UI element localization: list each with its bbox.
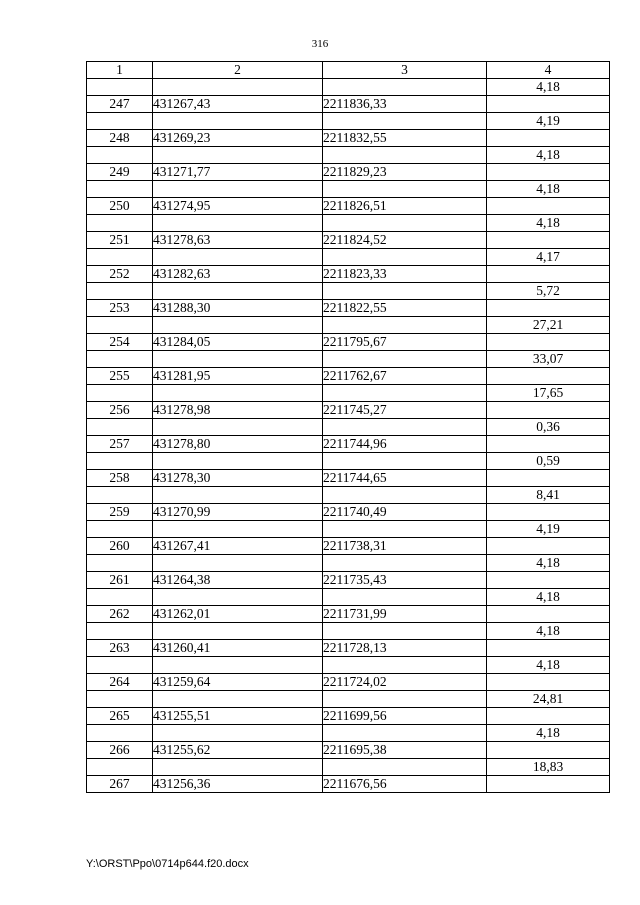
point-row	[87, 130, 610, 147]
distance-row	[87, 215, 610, 232]
y-coordinate-cell: 2211822,55	[323, 300, 487, 317]
distance-row	[87, 521, 610, 538]
point-number-cell: 247	[87, 96, 153, 113]
point-number-cell: 257	[87, 436, 153, 453]
point-row	[87, 232, 610, 249]
distance-row	[87, 317, 610, 334]
x-coordinate-cell: 431284,05	[153, 334, 323, 351]
point-row	[87, 198, 610, 215]
distance-row	[87, 147, 610, 164]
x-coordinate-cell: 431256,36	[153, 776, 323, 793]
table-header-row	[87, 62, 610, 79]
x-coordinate-cell: 431267,43	[153, 96, 323, 113]
point-number-cell: 259	[87, 504, 153, 521]
distance-row	[87, 691, 610, 708]
point-number-cell: 262	[87, 606, 153, 623]
page-number: 316	[311, 38, 329, 50]
y-coordinate-cell: 2211724,02	[323, 674, 487, 691]
distance-cell: 4,19	[487, 521, 610, 538]
distance-cell: 0,36	[487, 419, 610, 436]
x-coordinate-cell: 431269,23	[153, 130, 323, 147]
distance-row	[87, 759, 610, 776]
distance-cell: 24,81	[487, 691, 610, 708]
point-number-cell: 265	[87, 708, 153, 725]
column-header-3: 3	[323, 62, 487, 79]
y-coordinate-cell: 2211699,56	[323, 708, 487, 725]
point-row	[87, 776, 610, 793]
point-number-cell: 266	[87, 742, 153, 759]
distance-row	[87, 351, 610, 368]
distance-row	[87, 657, 610, 674]
y-coordinate-cell: 2211795,67	[323, 334, 487, 351]
distance-cell: 4,18	[487, 555, 610, 572]
distance-row	[87, 79, 610, 96]
x-coordinate-cell: 431282,63	[153, 266, 323, 283]
point-row	[87, 538, 610, 555]
x-coordinate-cell: 431278,98	[153, 402, 323, 419]
y-coordinate-cell: 2211832,55	[323, 130, 487, 147]
y-coordinate-cell: 2211829,23	[323, 164, 487, 181]
point-row	[87, 606, 610, 623]
file-path-footer: Y:\ORST\Ppo\0714p644.f20.docx	[86, 858, 249, 870]
point-number-cell: 253	[87, 300, 153, 317]
distance-cell: 27,21	[487, 317, 610, 334]
y-coordinate-cell: 2211762,67	[323, 368, 487, 385]
coordinates-table	[86, 61, 610, 793]
point-number-cell: 249	[87, 164, 153, 181]
distance-row	[87, 623, 610, 640]
y-coordinate-cell: 2211744,96	[323, 436, 487, 453]
y-coordinate-cell: 2211738,31	[323, 538, 487, 555]
x-coordinate-cell: 431271,77	[153, 164, 323, 181]
x-coordinate-cell: 431278,30	[153, 470, 323, 487]
y-coordinate-cell: 2211836,33	[323, 96, 487, 113]
distance-cell: 4,18	[487, 657, 610, 674]
x-coordinate-cell: 431255,51	[153, 708, 323, 725]
distance-row	[87, 249, 610, 266]
column-header-1: 1	[87, 62, 153, 79]
y-coordinate-cell: 2211728,13	[323, 640, 487, 657]
point-row	[87, 96, 610, 113]
y-coordinate-cell: 2211695,38	[323, 742, 487, 759]
y-coordinate-cell: 2211824,52	[323, 232, 487, 249]
distance-row	[87, 589, 610, 606]
column-header-4: 4	[487, 62, 610, 79]
point-row	[87, 708, 610, 725]
y-coordinate-cell: 2211676,56	[323, 776, 487, 793]
x-coordinate-cell: 431264,38	[153, 572, 323, 589]
point-row	[87, 164, 610, 181]
point-number-cell: 251	[87, 232, 153, 249]
y-coordinate-cell: 2211745,27	[323, 402, 487, 419]
x-coordinate-cell: 431288,30	[153, 300, 323, 317]
point-row	[87, 572, 610, 589]
point-number-cell: 250	[87, 198, 153, 215]
x-coordinate-cell: 431267,41	[153, 538, 323, 555]
point-number-cell: 255	[87, 368, 153, 385]
point-number-cell: 248	[87, 130, 153, 147]
point-number-cell: 252	[87, 266, 153, 283]
x-coordinate-cell: 431274,95	[153, 198, 323, 215]
point-number-cell: 260	[87, 538, 153, 555]
distance-row	[87, 419, 610, 436]
point-row	[87, 402, 610, 419]
distance-row	[87, 453, 610, 470]
distance-cell: 4,17	[487, 249, 610, 266]
x-coordinate-cell: 431278,63	[153, 232, 323, 249]
point-number-cell: 264	[87, 674, 153, 691]
point-number-cell: 256	[87, 402, 153, 419]
distance-row	[87, 283, 610, 300]
x-coordinate-cell: 431281,95	[153, 368, 323, 385]
y-coordinate-cell: 2211823,33	[323, 266, 487, 283]
point-row	[87, 742, 610, 759]
distance-row	[87, 181, 610, 198]
column-header-2: 2	[153, 62, 323, 79]
distance-row	[87, 113, 610, 130]
distance-row	[87, 487, 610, 504]
distance-cell: 5,72	[487, 283, 610, 300]
distance-cell: 4,18	[487, 79, 610, 96]
point-number-cell: 254	[87, 334, 153, 351]
x-coordinate-cell: 431255,62	[153, 742, 323, 759]
x-coordinate-cell: 431260,41	[153, 640, 323, 657]
distance-cell: 0,59	[487, 453, 610, 470]
point-row	[87, 470, 610, 487]
distance-row	[87, 725, 610, 742]
distance-cell: 4,18	[487, 589, 610, 606]
point-row	[87, 334, 610, 351]
y-coordinate-cell: 2211731,99	[323, 606, 487, 623]
y-coordinate-cell: 2211740,49	[323, 504, 487, 521]
point-number-cell: 258	[87, 470, 153, 487]
point-row	[87, 504, 610, 521]
distance-cell: 4,18	[487, 147, 610, 164]
x-coordinate-cell: 431259,64	[153, 674, 323, 691]
point-row	[87, 674, 610, 691]
y-coordinate-cell: 2211744,65	[323, 470, 487, 487]
distance-row	[87, 385, 610, 402]
point-number-cell: 263	[87, 640, 153, 657]
x-coordinate-cell: 431262,01	[153, 606, 323, 623]
point-row	[87, 436, 610, 453]
point-row	[87, 300, 610, 317]
distance-row	[87, 555, 610, 572]
point-row	[87, 368, 610, 385]
distance-cell: 4,18	[487, 215, 610, 232]
distance-cell: 8,41	[487, 487, 610, 504]
y-coordinate-cell: 2211826,51	[323, 198, 487, 215]
x-coordinate-cell: 431278,80	[153, 436, 323, 453]
point-number-cell: 267	[87, 776, 153, 793]
distance-cell: 33,07	[487, 351, 610, 368]
x-coordinate-cell: 431270,99	[153, 504, 323, 521]
point-row	[87, 640, 610, 657]
distance-cell: 4,18	[487, 725, 610, 742]
distance-cell: 17,65	[487, 385, 610, 402]
distance-cell: 4,18	[487, 623, 610, 640]
distance-cell: 4,18	[487, 181, 610, 198]
y-coordinate-cell: 2211735,43	[323, 572, 487, 589]
point-row	[87, 266, 610, 283]
distance-cell: 4,19	[487, 113, 610, 130]
table-body	[87, 79, 610, 793]
distance-cell: 18,83	[487, 759, 610, 776]
point-number-cell: 261	[87, 572, 153, 589]
